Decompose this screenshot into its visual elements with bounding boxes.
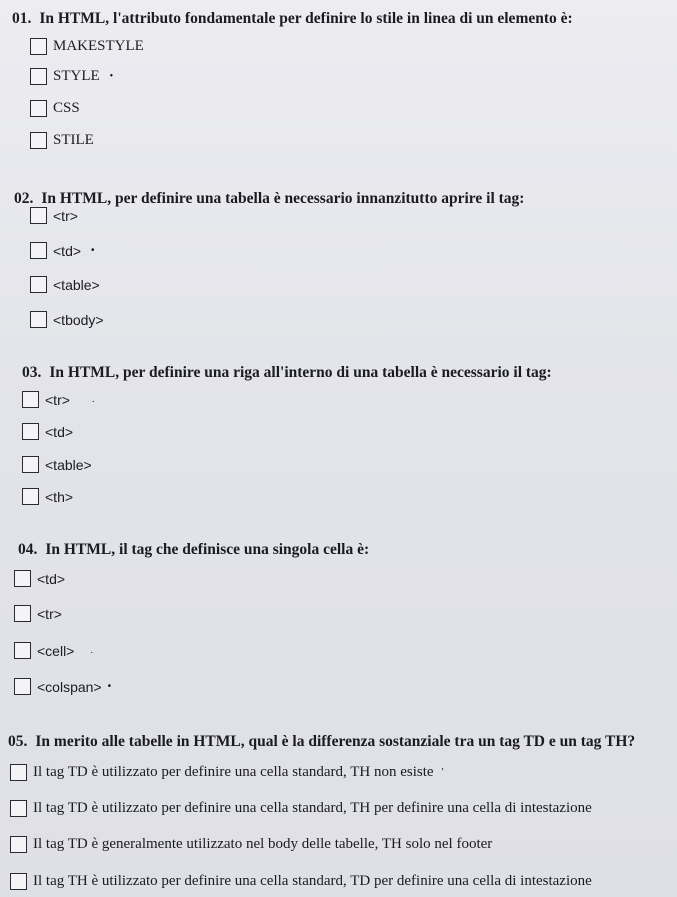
q1-option-1[interactable] [30,38,144,55]
q5-option-1[interactable] [10,764,443,781]
q4-option-3[interactable] [14,642,93,659]
checkbox[interactable] [10,764,27,781]
checkbox[interactable] [30,100,47,117]
q2-option-3[interactable] [30,276,100,293]
question-1-text: In HTML, l'attributo fondamentale per definire lo stile in linea di un elemento è: [39,10,573,27]
checkbox[interactable] [30,207,47,224]
q1-option-4[interactable] [30,132,94,149]
checkbox[interactable] [14,605,31,622]
q3-answer-mark: . [91,394,95,405]
question-1-title [12,10,573,28]
q2-option-2[interactable] [30,242,95,259]
q2-option-4-label: <tbody> [53,311,104,328]
checkbox[interactable] [30,276,47,293]
checkbox[interactable] [30,132,47,149]
q3-option-4[interactable] [22,488,73,505]
checkbox[interactable] [10,836,27,853]
q2-option-1[interactable] [30,207,78,224]
q4-option-2[interactable] [14,605,62,622]
q5-option-1-label: Il tag TD è utilizzato per definire una cella standard, TH non esiste [33,764,434,780]
checkbox[interactable] [10,800,27,817]
question-1-number: 01. [12,10,32,27]
checkbox[interactable] [30,242,47,259]
question-2-number: 02. [14,190,34,207]
q2-answer-mark: • [91,245,95,256]
question-2-text: In HTML, per definire una tabella è necessario innanzitutto aprire il tag: [41,190,525,207]
checkbox[interactable] [30,68,47,85]
checkbox[interactable] [30,38,47,55]
checkbox[interactable] [14,678,31,695]
q1-answer-mark: • [109,71,114,82]
q5-option-2-label: Il tag TD è utilizzato per definire una cella standard, TH per definire una cella di intestazione [33,800,592,816]
checkbox[interactable] [14,642,31,659]
question-3-title [22,364,552,382]
q2-option-1-label: <tr> [53,207,78,224]
question-5-number: 05. [8,733,28,750]
q3-option-1[interactable] [22,391,95,408]
q1-option-4-label: STILE [53,132,94,148]
question-2-title [14,190,524,208]
q2-option-3-label: <table> [53,276,100,293]
question-5-text: In merito alle tabelle in HTML, qual è la differenza sostanziale tra un tag TD e un tag TH? [35,733,636,750]
q4-option-2-label: <tr> [37,605,62,622]
q5-answer-mark: ' [441,767,444,778]
q2-option-4[interactable] [30,311,104,328]
question-4-text: In HTML, il tag che definisce una singola cella è: [45,541,370,558]
q3-option-3-label: <table> [45,456,92,473]
q4-option-1-label: <td> [37,570,66,587]
checkbox[interactable] [22,488,39,505]
q3-option-2[interactable] [22,423,73,440]
q1-option-3[interactable] [30,100,80,117]
checkbox[interactable] [30,311,47,328]
q4-option-3-label: <cell> [37,642,75,659]
q3-option-3[interactable] [22,456,92,473]
q5-option-2[interactable] [10,800,592,817]
q1-option-3-label: CSS [53,100,80,116]
q2-option-2-label: <td> [53,242,82,259]
question-4-title [18,541,369,559]
q4-answer-mark-2: • [107,681,112,692]
q3-option-1-label: <tr> [45,391,70,408]
checkbox[interactable] [22,456,39,473]
q5-option-4[interactable] [10,873,592,890]
q4-answer-mark-1: . [90,645,94,656]
q3-option-4-label: <th> [45,488,74,505]
q1-option-1-label: MAKESTYLE [53,38,144,54]
question-3-text: In HTML, per definire una riga all'interno di una tabella è necessario il tag: [49,364,552,381]
checkbox[interactable] [22,391,39,408]
question-4-number: 04. [18,541,38,558]
q1-option-2-label: STYLE [53,68,100,84]
q1-option-2[interactable] [30,68,113,85]
question-3-number: 03. [22,364,42,381]
q4-option-4-label: <colspan> [37,678,102,695]
q3-option-2-label: <td> [45,423,74,440]
checkbox[interactable] [10,873,27,890]
checkbox[interactable] [22,423,39,440]
q4-option-4[interactable] [14,678,111,695]
checkbox[interactable] [14,570,31,587]
q5-option-3-label: Il tag TD è generalmente utilizzato nel body delle tabelle, TH solo nel footer [33,836,493,852]
question-5-title [8,733,635,751]
q5-option-3[interactable] [10,836,492,853]
q4-option-1[interactable] [14,570,65,587]
q5-option-4-label: Il tag TH è utilizzato per definire una cella standard, TD per definire una cella di intestazione [33,873,592,889]
